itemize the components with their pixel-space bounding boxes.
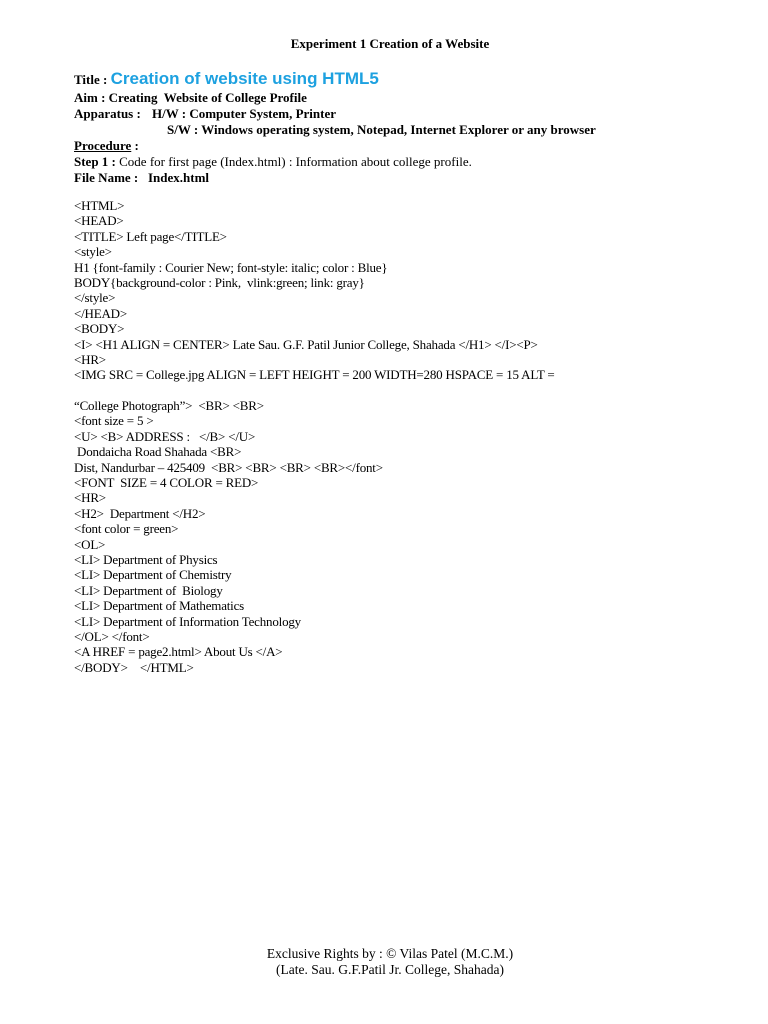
footer-college: (Late. Sau. G.F.Patil Jr. College, Shahada)	[275, 962, 504, 977]
code-line: “College Photograph”> <BR> <BR>	[74, 398, 264, 414]
apparatus-line	[74, 106, 754, 122]
title-line	[74, 68, 754, 90]
code-line: <font size = 5 >	[74, 413, 154, 429]
code-line: <U> <B> ADDRESS : </B> </U>	[74, 428, 256, 444]
step1-line	[74, 154, 754, 170]
code-line: <LI> Department of Chemistry	[74, 567, 232, 583]
code-line: <font color = green>	[74, 521, 179, 537]
code-line: <HEAD>	[74, 213, 124, 229]
page-title: Experiment 1 Creation of a Website	[290, 36, 490, 51]
code-line: <HR>	[74, 490, 106, 506]
title-label: Title :	[74, 72, 108, 87]
footer-rights: Exclusive Rights by : © Vilas Patel (M.C.M.)	[266, 946, 514, 961]
code-line: </HEAD>	[74, 305, 127, 321]
code-line: </BODY> </HTML>	[74, 659, 194, 675]
code-line: </OL> </font>	[74, 628, 150, 644]
code-line	[74, 383, 754, 398]
code-line: <H2> Department </H2>	[74, 505, 206, 521]
procedure-colon: :	[131, 138, 139, 153]
code-line: Dist, Nandurbar – 425409 <BR> <BR> <BR> <BR></font>	[74, 459, 383, 475]
apparatus-hw: H/W : Computer System, Printer	[152, 106, 337, 121]
code-line: </style>	[74, 290, 116, 306]
procedure-label: Procedure	[74, 138, 132, 153]
footer	[0, 946, 768, 978]
apparatus-sw: S/W : Windows operating system, Notepad, Internet Explorer or any browser	[167, 122, 596, 137]
code-line: <LI> Department of Biology	[74, 582, 223, 598]
code-line: H1 {font-family : Courier New; font-style: italic; color : Blue}	[74, 259, 388, 275]
code-line: <IMG SRC = College.jpg ALIGN = LEFT HEIGHT = 200 WIDTH=280 HSPACE = 15 ALT =	[74, 367, 555, 383]
code-listing	[74, 198, 754, 675]
code-line: <HR>	[74, 351, 106, 367]
file-name-line: File Name : Index.html	[74, 170, 210, 185]
experiment-header	[74, 68, 754, 186]
aim-line: Aim : Creating Website of College Profile	[74, 90, 307, 105]
code-line: Dondaicha Road Shahada <BR>	[74, 444, 242, 460]
code-line: <I> <H1 ALIGN = CENTER> Late Sau. G.F. Patil Junior College, Shahada </H1> </I><P>	[74, 336, 538, 352]
title-text: Creation of website using HTML5	[110, 69, 379, 88]
code-line: <LI> Department of Mathematics	[74, 598, 245, 614]
step1-label: Step 1 :	[74, 154, 116, 169]
code-line: <A HREF = page2.html> About Us </A>	[74, 644, 283, 660]
code-line: <LI> Department of Physics	[74, 551, 218, 567]
code-line: <FONT SIZE = 4 COLOR = RED>	[74, 475, 259, 491]
code-line: <style>	[74, 244, 112, 260]
code-line: <HTML>	[74, 198, 125, 213]
apparatus-sw-line	[74, 122, 754, 138]
procedure-line	[74, 138, 754, 154]
code-line: <OL>	[74, 536, 106, 552]
code-line: BODY{background-color : Pink, vlink:green; link: gray}	[74, 274, 365, 290]
code-line: <TITLE> Left page</TITLE>	[74, 228, 227, 244]
code-line: <BODY>	[74, 321, 125, 337]
apparatus-label: Apparatus :	[74, 106, 141, 121]
step1-text: Code for first page (Index.html) : Information about college profile.	[115, 154, 472, 169]
code-line: <LI> Department of Information Technology	[74, 613, 301, 629]
